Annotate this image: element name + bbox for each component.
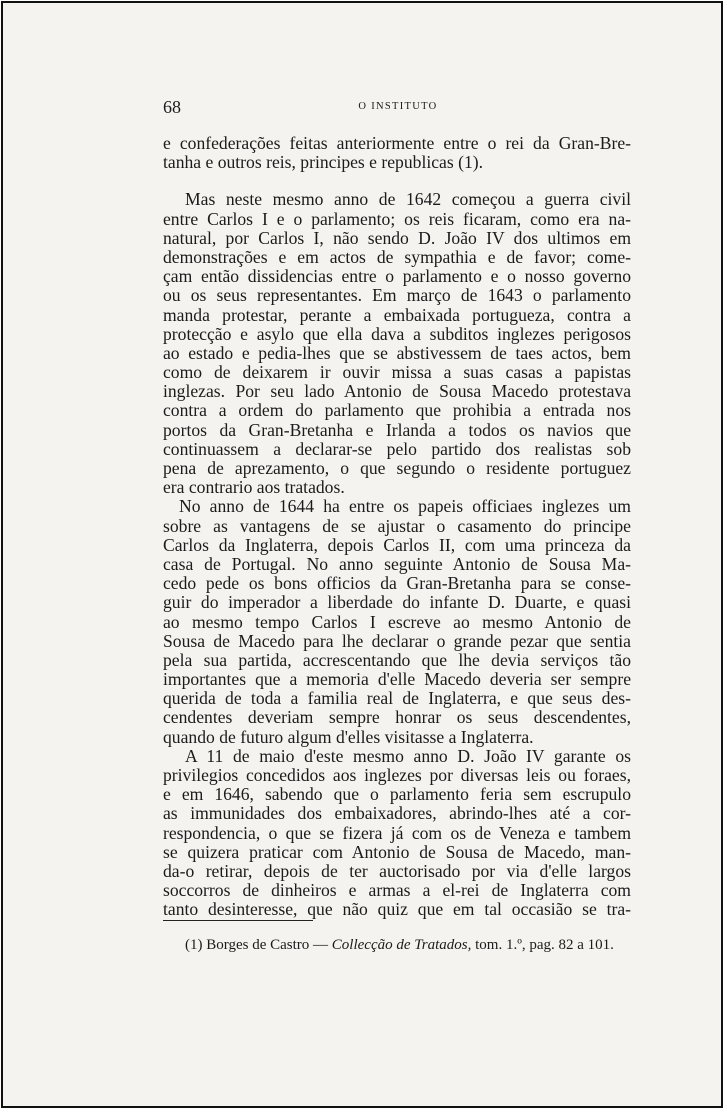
text-line: tanto desinteresse, que não quiz que em tal occasião se tra- xyxy=(163,899,631,920)
text-line: como de deixarem ir ouvir missa a suas casas a papistas xyxy=(163,362,631,383)
text-line: No anno de 1644 ha entre os papeis officiaes inglezes um xyxy=(179,496,631,517)
text-line: protecção e asylo que ella dava a subditos inglezes perigosos xyxy=(163,323,631,344)
text-line: e confederações feitas anteriormente entre o rei da Gran-Bre- xyxy=(163,133,631,153)
text-line: Mas neste mesmo anno de 1642 começou a guerra civil xyxy=(185,189,631,210)
text-line: tanha e outros reis, principes e republicas (1). xyxy=(163,152,483,173)
text-line: pena de aprezamento, o que segundo o residente portuguez xyxy=(163,458,631,478)
text-line: da-o retirar, depois de ter auctorisado por via d'elle largos xyxy=(163,860,631,881)
text-line: era contrario aos tratados. xyxy=(163,477,345,498)
page-scan-frame xyxy=(1,1,723,1108)
text-line: manda protestar, perante a embaixada portugueza, contra a xyxy=(163,304,631,325)
book-page xyxy=(3,3,725,1110)
page-number: 68 xyxy=(163,97,181,117)
text-line: respondencia, o que se fizera já com os de Veneza e tambem xyxy=(163,822,631,843)
text-line: quando de futuro algum d'elles visitasse a Inglaterra. xyxy=(163,726,534,747)
text-line: Sousa de Macedo para lhe declarar o grande pezar que sentia xyxy=(163,630,631,651)
footnote-reference: tom. 1.º, pag. 82 a 101. xyxy=(475,937,614,953)
text-line: portos da Gran-Bretanha e Irlanda a todos os navios que xyxy=(163,419,631,440)
text-line: cendentes deveriam sempre honrar os seus descendentes, xyxy=(163,707,631,728)
text-line: inglezas. Por seu lado Antonio de Sousa Macedo protestava xyxy=(163,381,631,402)
text-line: e em 1646, sabendo que o parlamento feria sem escrupulo xyxy=(163,784,631,805)
paragraph-marriage xyxy=(163,497,631,746)
text-line: importantes que a memoria d'elle Macedo deveria ser sempre xyxy=(163,669,631,690)
running-head: O INSTITUTO xyxy=(358,101,438,112)
body-text xyxy=(163,134,631,920)
text-line: continuassem a declarar-se pelo partido dos realistas sob xyxy=(163,438,631,459)
text-line: çam então dissidencias entre o parlamento e o nosso governo xyxy=(163,266,631,287)
paragraph-continuation xyxy=(163,134,631,172)
text-line: as immunidades dos embaixadores, abrindo-lhes até a cor- xyxy=(163,803,631,824)
text-line: A 11 de maio d'este mesmo anno D. João IV garante os xyxy=(185,745,631,766)
text-line: entre Carlos I e o parlamento; os reis ficaram, como era na- xyxy=(163,208,631,229)
text-line: Carlos da Inglaterra, depois Carlos II, com uma princeza da xyxy=(163,534,631,555)
text-line: privilegios concedidos aos inglezes por diversas leis ou foraes, xyxy=(163,765,631,785)
text-line: cedo pede os bons officios da Gran-Bretanha para se conse- xyxy=(163,573,631,594)
paragraph-privileges xyxy=(163,747,631,920)
text-line: ao mesmo tempo Carlos I escreve ao mesmo Antonio de xyxy=(163,611,631,632)
footnote-marker: (1) xyxy=(185,937,203,953)
text-line: soccorros de dinheiros e armas a el-rei de Inglaterra com xyxy=(163,880,631,901)
page-header xyxy=(163,97,633,121)
text-line: contra a ordem do parlamento que prohibia a entrada nos xyxy=(163,400,631,421)
footnote-author: Borges de Castro — xyxy=(206,937,329,953)
text-line: querida de toda a familia real de Inglaterra, e que seus des- xyxy=(163,688,631,709)
text-line: ou os seus representantes. Em março de 1643 o parlamento xyxy=(163,285,631,306)
text-line: casa de Portugal. No anno seguinte Antonio de Sousa Ma- xyxy=(163,553,631,574)
footnote xyxy=(185,937,614,954)
footnote-divider xyxy=(163,920,313,921)
text-line: sobre as vantagens de se ajustar o casamento do principe xyxy=(163,515,631,536)
paragraph-spacer xyxy=(163,172,631,190)
paragraph-civil-war xyxy=(163,190,631,497)
text-line: demonstrações e em actos de sympathia e de favor; come- xyxy=(163,246,631,267)
text-line: guir do imperador a liberdade do infante D. Duarte, e quasi xyxy=(163,592,631,613)
text-line: ao estado e pedia-lhes que se abstivessem de taes actos, bem xyxy=(163,342,631,363)
text-line: natural, por Carlos I, não sendo D. João IV dos ultimos em xyxy=(163,227,631,248)
text-line: pela sua partida, accrescentando que lhe devia serviços tão xyxy=(163,649,631,670)
text-line: se quizera praticar com Antonio de Sousa de Macedo, man- xyxy=(163,841,631,862)
footnote-title: Collecção de Tratados, xyxy=(331,937,472,953)
